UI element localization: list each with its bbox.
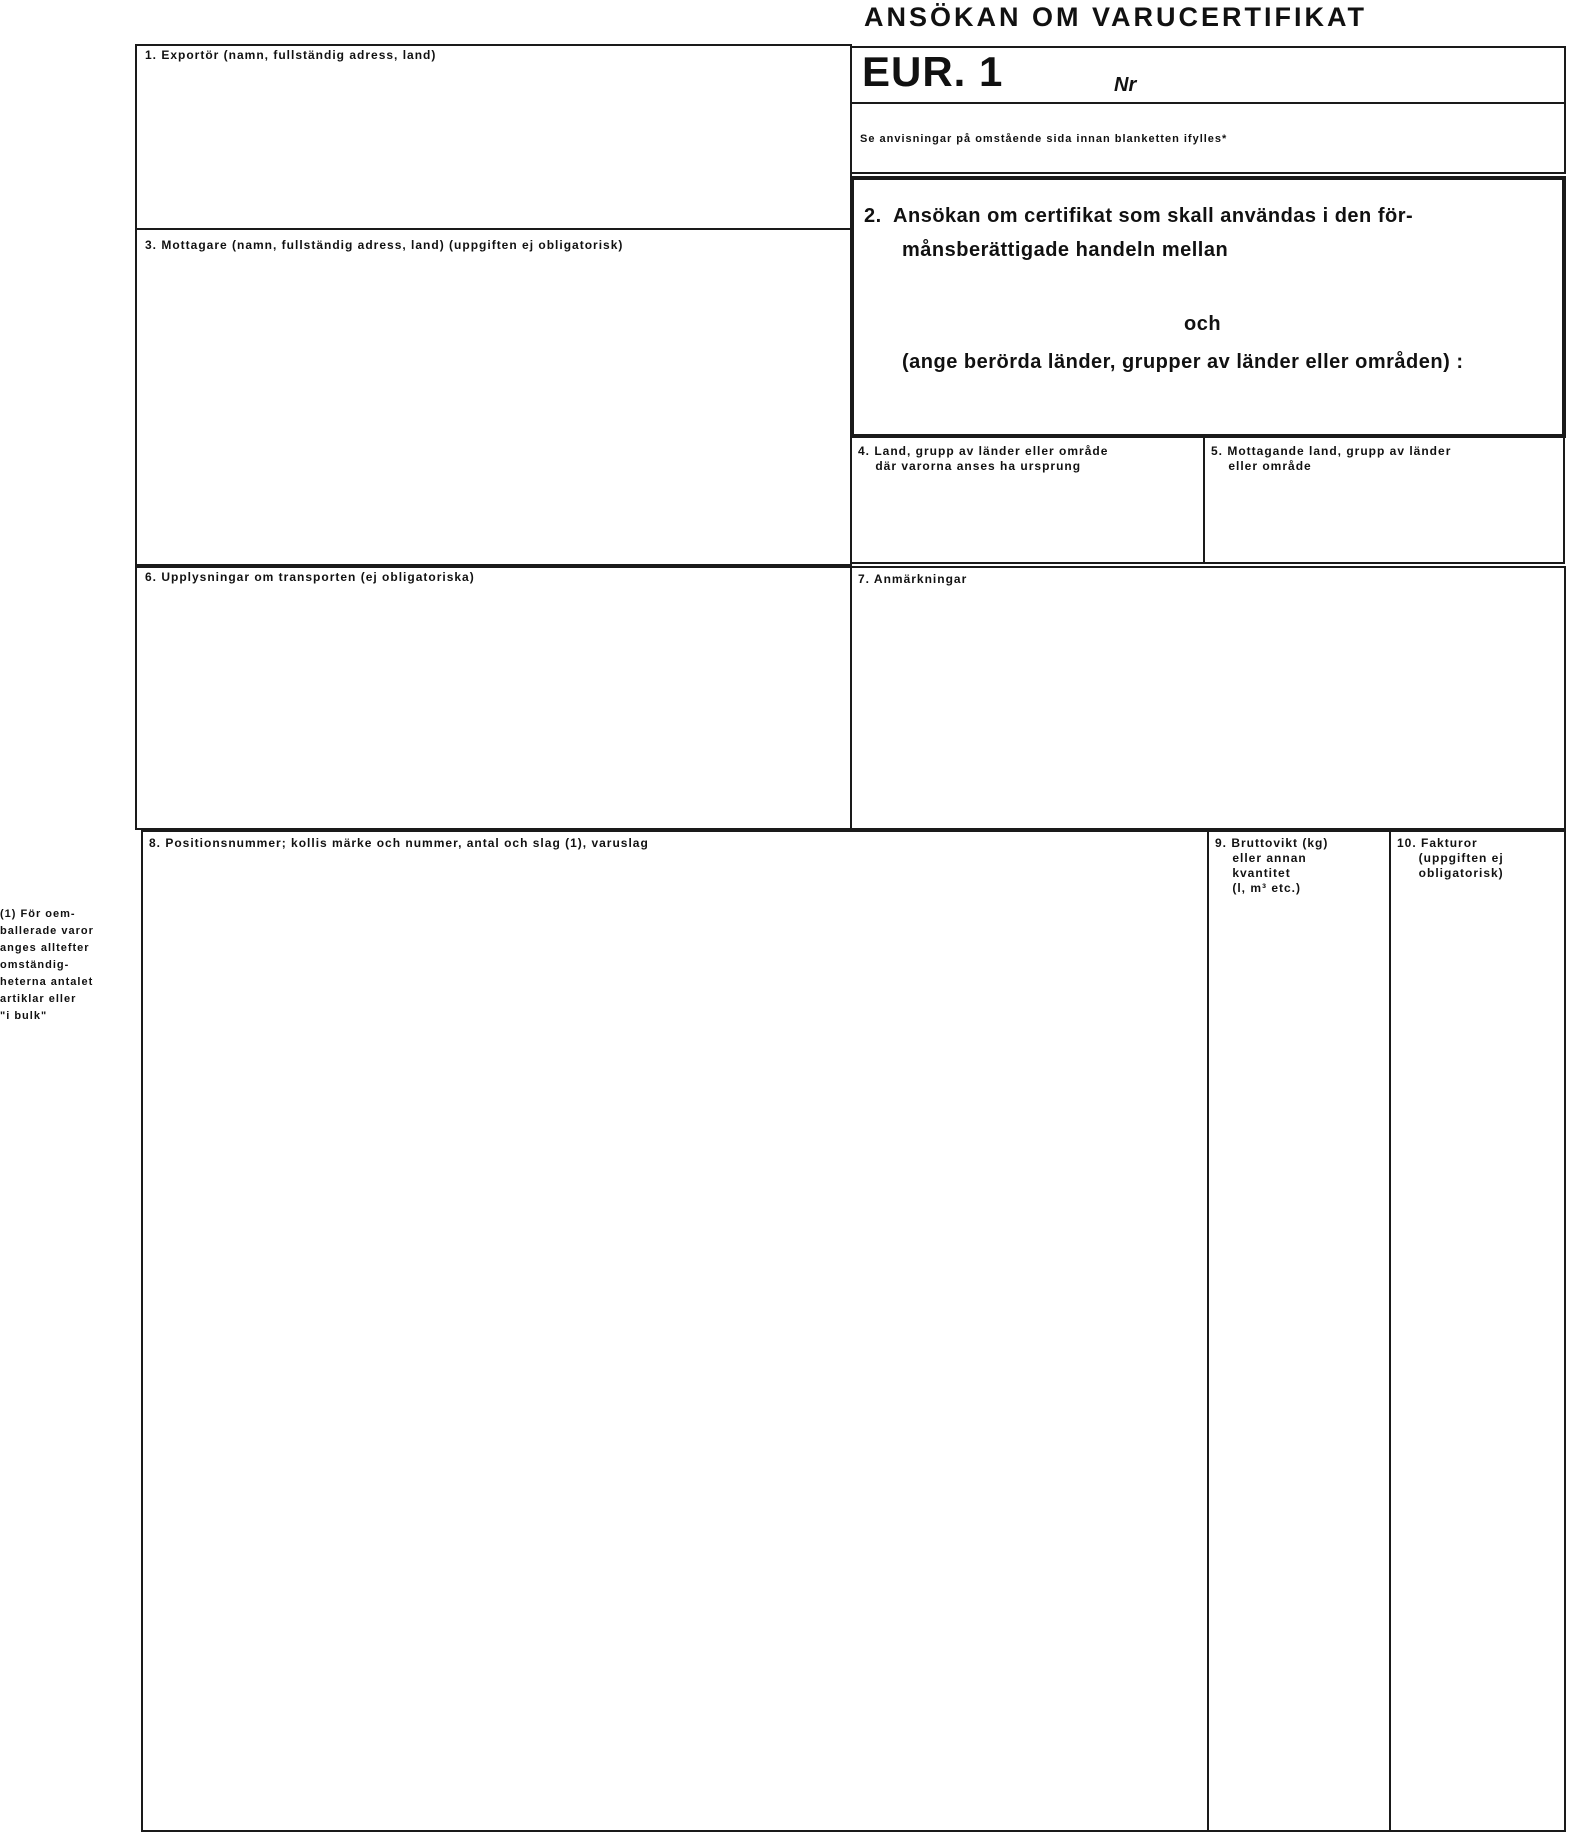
field-6-transport[interactable] bbox=[135, 566, 852, 830]
field-1-label: 1. Exportör (namn, fullständig adress, land) bbox=[145, 48, 437, 62]
field-2-line2: månsberättigade handeln mellan bbox=[902, 239, 1229, 261]
field-10-label: 10. Fakturor (uppgiften ej obligatorisk) bbox=[1397, 836, 1504, 880]
field-8-label: 8. Positionsnummer; kollis märke och nummer, antal och slag (1), varuslag bbox=[149, 836, 649, 850]
field-4-origin[interactable] bbox=[850, 436, 1205, 564]
field-1-exporter[interactable] bbox=[135, 44, 852, 230]
eur1-number-box[interactable] bbox=[850, 46, 1566, 104]
field-2-application[interactable] bbox=[850, 176, 1566, 438]
field-2-och: och bbox=[1184, 313, 1222, 335]
field-5-label: 5. Mottagande land, grupp av länder eller område bbox=[1211, 444, 1452, 473]
field-7-remarks[interactable] bbox=[850, 566, 1566, 830]
field-2-line3: (ange berörda länder, grupper av länder eller områden) : bbox=[902, 351, 1464, 373]
instructions-box bbox=[850, 102, 1566, 174]
footnote: (1) För oem- ballerade varor anges alltefter omständig- heterna antalet artiklar eller "i bulk" bbox=[0, 908, 94, 1022]
eur1-label: EUR. 1 bbox=[862, 48, 1004, 95]
field-3-label: 3. Mottagare (namn, fullständig adress, land) (uppgiften ej obligatorisk) bbox=[145, 238, 624, 252]
field-8-items[interactable] bbox=[141, 830, 1209, 1832]
field-6-label: 6. Upplysningar om transporten (ej obligatoriska) bbox=[145, 570, 475, 584]
instructions-text: Se anvisningar på omstående sida innan blanketten ifylles* bbox=[860, 133, 1228, 145]
field-9-label: 9. Bruttovikt (kg) eller annan kvantitet (l, m³ etc.) bbox=[1215, 836, 1329, 895]
field-2-line1: 2. Ansökan om certifikat som skall användas i den för- bbox=[864, 205, 1414, 227]
field-9-gross-weight[interactable] bbox=[1207, 830, 1391, 1832]
field-4-label: 4. Land, grupp av länder eller område där varorna anses ha ursprung bbox=[858, 444, 1109, 473]
nr-label: Nr bbox=[1114, 74, 1137, 96]
field-10-invoices[interactable] bbox=[1389, 830, 1566, 1832]
field-3-consignee[interactable] bbox=[135, 228, 852, 566]
form-title: ANSÖKAN OM VARUCERTIFIKAT bbox=[864, 2, 1367, 32]
field-7-label: 7. Anmärkningar bbox=[858, 572, 968, 586]
field-5-destination[interactable] bbox=[1203, 436, 1565, 564]
